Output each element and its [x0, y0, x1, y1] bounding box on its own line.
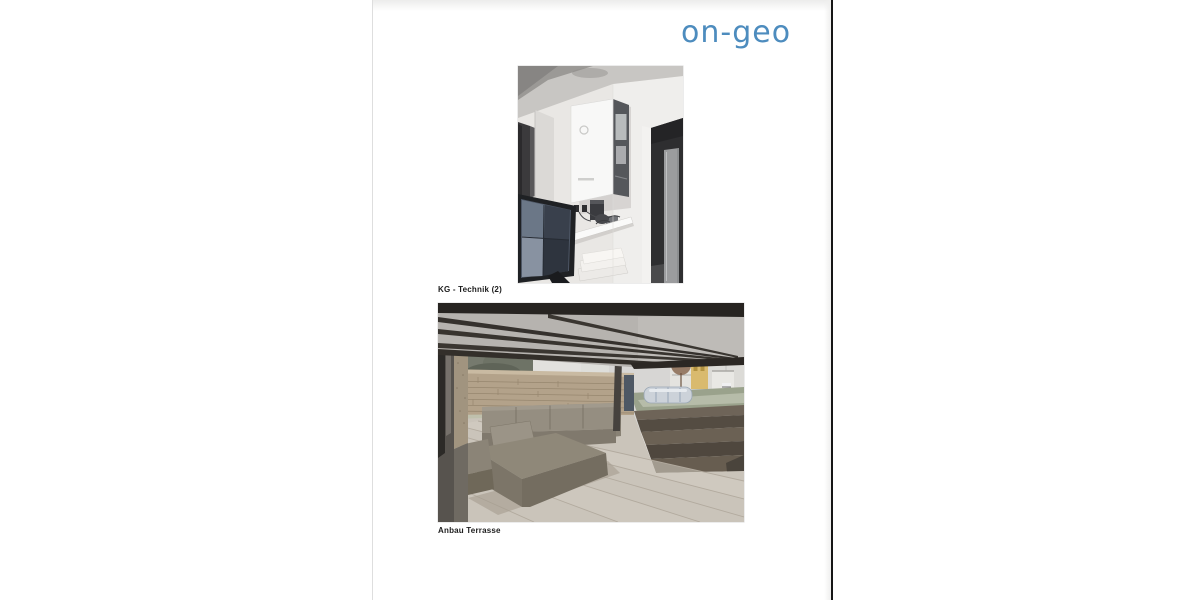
anbau-terrasse-image — [438, 303, 744, 522]
photo-anbau-terrasse — [438, 303, 744, 522]
photo-caption-anbau-terrasse: Anbau Terrasse — [438, 526, 501, 535]
kg-technik-image — [518, 66, 683, 283]
document-page — [372, 0, 833, 600]
photo-kg-technik — [518, 66, 683, 283]
cctv-monitor — [518, 194, 576, 283]
photo-caption-kg-technik: KG - Technik (2) — [438, 285, 502, 294]
ongeo-logo: on-geo — [681, 15, 792, 50]
covered-pool — [644, 387, 692, 403]
inverter-unit — [571, 99, 631, 214]
